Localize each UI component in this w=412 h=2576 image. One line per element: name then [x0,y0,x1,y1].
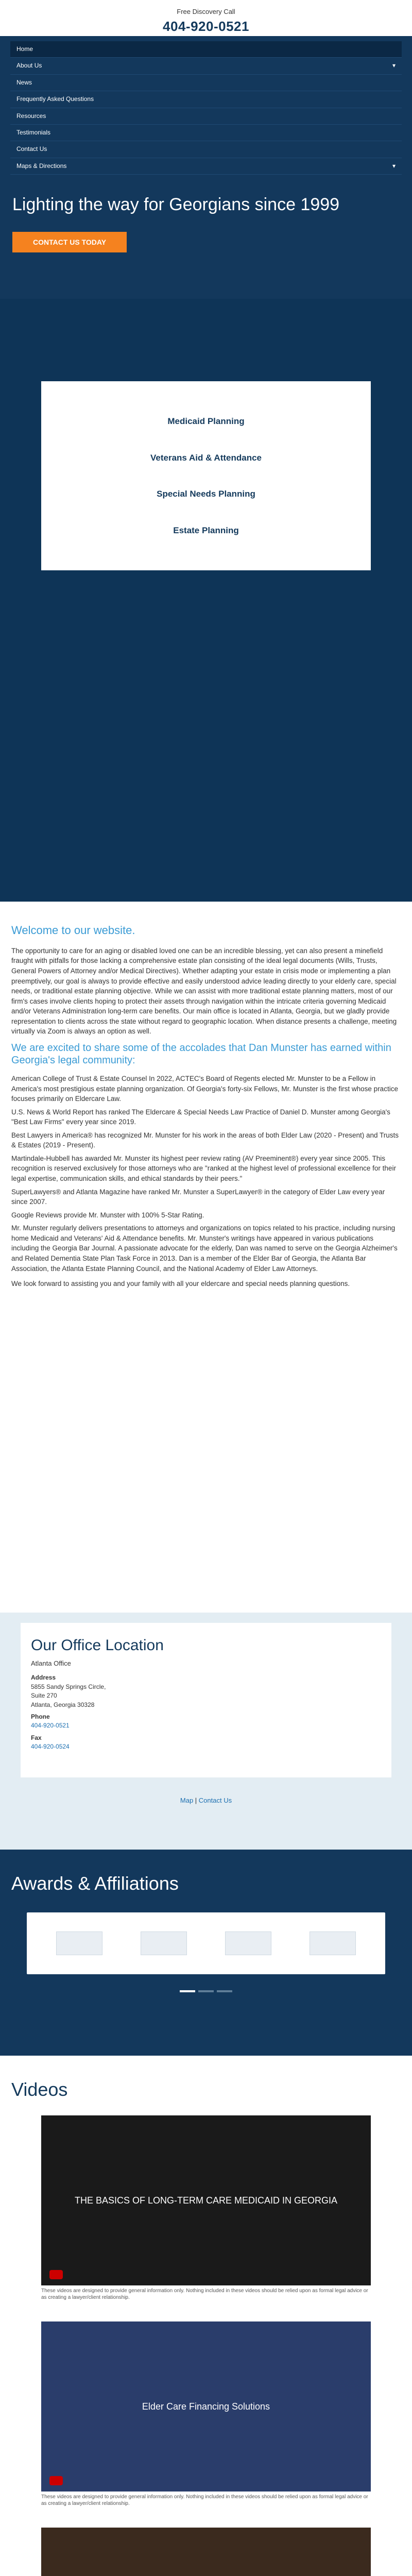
welcome-section [0,902,412,1613]
nav-item-contact[interactable] [10,141,402,158]
accolade-actec: American College of Trust & Estate Counsel In 2022, ACTEC's Board of Regents elected Mr. Munster to be a Fellow in America's most prestigious estate planning organization. Of Georgia's forty-six Fellows, Mr. Munster is the first whose practice focuses primarily on Eldercare Law. [11,1074,398,1103]
top-call-bar [0,0,412,36]
award-logo [310,1931,356,1955]
play-icon[interactable] [49,2476,63,2485]
accolade-martindale: Martindale-Hubbell has awarded Mr. Munster its highest peer review rating (AV Preeminent®) every year since 2005. This recognition is reserved exclusively for those attorneys who are "ranked at the highest level of professional excellence for their legal expertise, communication skills, and ethical standards by their peers." [11,1154,396,1183]
video-title: THE BASICS OF LONG-TERM CARE MEDICAID IN GEORGIA [74,2195,338,2206]
videos-title: Videos [11,2079,68,2100]
contact-link[interactable]: Contact Us [198,1797,232,1804]
service-medicaid[interactable]: Medicaid Planning [167,416,245,426]
video-player[interactable] [41,2528,371,2576]
fax-label: Fax [31,1734,42,1741]
accolades-title: We are excited to share some of the accolades that Dan Munster has earned within Georgia's legal community: [11,1042,391,1066]
nav-label: News [16,78,32,86]
hero-title: Lighting the way for Georgians since 1999 [12,195,340,215]
address-line: Atlanta, Georgia 30328 [31,1701,95,1708]
services-list [41,381,371,570]
nav-item-testimonials[interactable] [10,125,402,141]
nav-label: Testimonials [16,128,51,136]
service-special-needs[interactable]: Special Needs Planning [157,489,255,499]
nav-label: Contact Us [16,145,47,153]
nav-item-home[interactable] [10,41,402,58]
pager-dot[interactable] [217,1990,232,1992]
video-title: Elder Care Financing Solutions [142,2401,270,2412]
closing-paragraph: We look forward to assisting you and your family with all your eldercare and special needs planning questions. [11,1280,350,1288]
office-phone-link[interactable]: 404-920-0521 [31,1722,70,1730]
welcome-title: Welcome to our website. [11,924,135,937]
video-player[interactable] [41,2115,371,2285]
office-card [21,1623,391,1777]
phone-label: Phone [31,1713,50,1720]
accolade-google: Google Reviews provide Mr. Munster with 100% 5-Star Rating. [11,1211,204,1219]
video-caption: These videos are designed to provide general information only. Nothing included in these videos should be relied upon as formal legal advice or as creating a lawyer/client relationship. [41,2288,368,2301]
nav-label: Resources [16,112,46,120]
office-subtitle: Atlanta Office [31,1659,71,1667]
awards-carousel [27,1912,385,1974]
hero [0,36,412,299]
award-logo [225,1931,271,1955]
video-caption: These videos are designed to provide general information only. Nothing included in these videos should be relied upon as formal legal advice or as creating a lawyer/client relationship. [41,2494,368,2507]
award-logo [56,1931,102,1955]
nav-label: Home [16,45,33,53]
pager-dot[interactable] [198,1990,214,1992]
office-fax-link[interactable]: 404-920-0524 [31,1743,70,1751]
accolade-superlawyers: SuperLawyers® and Atlanta Magazine have ranked Mr. Munster a SuperLawyer® in the category of Elder Law every year since 2007. [11,1188,385,1206]
accolade-usnews: U.S. News & World Report has ranked The Eldercare & Special Needs Law Practice of Daniel D. Munster among Georgia's "Best Law Firms" every year since 2019. [11,1108,390,1126]
nav-label: Maps & Directions [16,162,67,170]
office-section [0,1613,412,1850]
office-title: Our Office Location [31,1637,164,1654]
address-line: Suite 270 [31,1692,57,1700]
nav-label: About Us [16,62,42,70]
service-veterans[interactable]: Veterans Aid & Attendance [150,452,262,463]
accolade-best-lawyers: Best Lawyers in America® has recognized Mr. Munster for his work in the areas of both Elder Law (2020 - Present) and Trusts & Estates (2019 - Present). [11,1131,399,1149]
awards-pager [11,1986,401,1995]
map-link[interactable]: Map [180,1797,194,1804]
services-section [0,299,412,902]
accolades-list [11,1074,401,1220]
nav-item-faq[interactable] [10,91,402,108]
chevron-down-icon: ▾ [392,162,396,170]
welcome-paragraph: The opportunity to care for an aging or disabled loved one can be an incredible blessing, yet can also present a minefield fraught with pitfalls for those lacking a comprehensive estate plan consisting of the ideal legal documents (Wills, Trusts, General Powers of Attorney and/or Medical Directives). Whether adapting your estate in crisis mode or implementing a plan preemptively, our goal is always to provide effective and easily understood advice leading directly to your elderly care, special needs, or traditional estate planning objective. While we can assist with more traditional estate planning matters, most of our firm's cases involve clients hoping to protect their assets through navigation within the intricate criteria governing Medicaid and/or Veterans Administration long-term care benefits. Our main office is located in Atlanta, Georgia, but we gladly provide representation to clients across the state without regard to geographic location. When distance presents a challenge, meeting virtually via Zoom is always an option as well. [11,946,397,1036]
awards-section [0,1850,412,2056]
service-estate[interactable]: Estate Planning [173,525,239,535]
contact-us-button[interactable]: CONTACT US TODAY [12,232,127,252]
award-logo [141,1931,187,1955]
pager-dot[interactable] [180,1990,195,1992]
call-label: Free Discovery Call [177,8,235,15]
main-nav [10,41,402,175]
chevron-down-icon: ▾ [392,62,396,70]
awards-title: Awards & Affiliations [11,1873,179,1894]
address-line: 5855 Sandy Springs Circle, [31,1683,106,1690]
nav-item-news[interactable] [10,75,402,91]
nav-item-about[interactable] [10,58,402,74]
play-icon[interactable] [49,2270,63,2279]
nav-item-resources[interactable] [10,108,402,125]
videos-section [0,2056,412,2576]
presentations-paragraph: Mr. Munster regularly delivers presentations to attorneys and organizations on topics related to his practice, including nursing home Medicaid and Veterans' Aid & Attendance benefits. Mr. Munster's writings have appeared in various publications including the Georgia Bar Journal. A passionate advocate for the elderly, Dan was named to serve on the Georgia Alzheimer's and Related Dementia State Plan Task Force in 2013. Dan is a member of the Elder Bar of Georgia, the Atlanta Bar Association, the Atlanta Estate Planning Council, and the National Academy of Elder Law Attorneys. [11,1224,398,1273]
address-label: Address [31,1674,56,1682]
address [31,1683,381,1709]
nav-label: Frequently Asked Questions [16,95,94,103]
phone-number[interactable]: 404-920-0521 [163,18,249,34]
video-player[interactable] [41,2321,371,2492]
office-links: Map | Contact Us [180,1797,232,1804]
nav-item-maps[interactable] [10,158,402,175]
